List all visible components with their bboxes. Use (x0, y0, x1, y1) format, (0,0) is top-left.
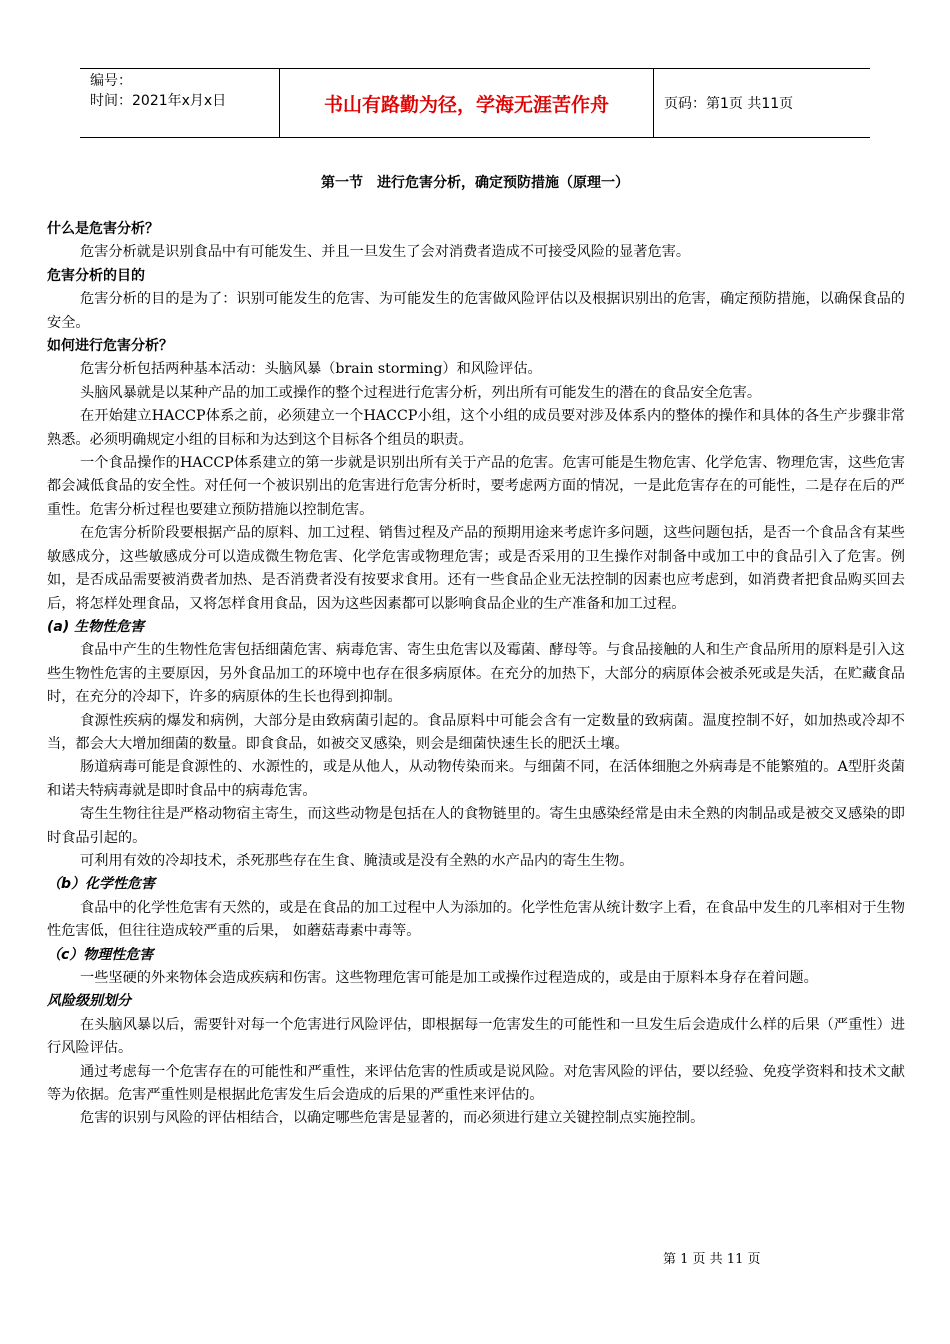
paragraph: 食源性疾病的爆发和病例，大部分是由致病菌引起的。食品原料中可能会含有一定数量的致病菌。温度控制不好，如加热或冷却不当，都会大大增加细菌的数量。即食食品，如被交叉感染，则会是细菌快速生长的肥沃土壤。 (47, 712, 905, 752)
paragraph: 头脑风暴就是以某种产品的加工或操作的整个过程进行危害分析，列出所有可能发生的潜在的食品安全危害。 (80, 384, 762, 401)
section-heading: （b）化学性危害 (47, 876, 156, 893)
section-heading: (a) 生物性危害 (47, 618, 145, 635)
paragraph: 在开始建立HACCP体系之前，必须建立一个HACCP小组，这个小组的成员要对涉及体系内的整体的操作和具体的各生产步骤非常熟悉。必须明确规定小组的目标和为达到这个目标各个组员的职责。 (47, 408, 905, 448)
paragraph: 食品中产生的生物性危害包括细菌危害、病毒危害、寄生虫危害以及霉菌、酵母等。与食品接触的人和生产食品所用的原料是引入这些生物性危害的主要原因，另外食品加工的环境中也存在很多病原体。在充分的加热下，大部分的病原体会被杀死或是失活，在贮藏食品时，在充分的冷却下，许多的病原体的生长也得到抑制。 (47, 642, 905, 706)
header-left-cell (80, 69, 280, 137)
time-label: 时间：2021年x月x日 (90, 93, 227, 109)
section-heading: 危害分析的目的 (47, 267, 145, 284)
paragraph: 危害分析就是识别食品中有可能发生、并且一旦发生了会对消费者造成不可接受风险的显著危害。 (80, 244, 691, 261)
paragraph: 食品中的化学性危害有天然的，或是在食品的加工过程中人为添加的。化学性危害从统计数字上看，在食品中发生的几率相对于生物性危害低，但往往造成较严重的后果， 如蘑菇毒素中毒等。 (47, 899, 905, 940)
section-heading: 风险级别划分 (47, 993, 131, 1010)
paragraph: 在危害分析阶段要根据产品的原料、加工过程、销售过程及产品的预期用途来考虑许多问题，这些问题包括，是否一个食品含有某些敏感成分，这些敏感成分可以造成微生物危害、化学危害或物理危害；或是否采用的卫生操作对制备中或加工中的食品引入了危害。例如，是否成品需要被消费者加热、是否消费者没有按要求食用。还有一些食品企业无法控制的因素也应考虑到，如消费者把食品购买回去后，将怎样处理食品，又将怎样食用食品，因为这些因素都可以影响食品企业的生产准备和加工过程。 (47, 525, 905, 612)
paragraph: 危害的识别与风险的评估相结合，以确定哪些危害是显著的，而必须进行建立关键控制点实施控制。 (80, 1110, 705, 1127)
page-info: 页码：第1页 共11页 (664, 96, 794, 112)
paragraph: 通过考虑每一个危害存在的可能性和严重性，来评估危害的性质或是说风险。对危害风险的评估，要以经验、免疫学资料和技术文献等为依据。危害严重性则是根据此危害发生后会造成的后果的严重性来评估的。 (47, 1063, 905, 1104)
number-label: 编号： (90, 73, 132, 89)
document-body (47, 218, 905, 1131)
header-table (80, 68, 870, 138)
paragraph: 在头脑风暴以后，需要针对每一个危害进行风险评估，即根据每一危害发生的可能性和一旦发生后会造成什么样的后果（严重性）进行风险评估。 (47, 1016, 905, 1057)
paragraph: 一个食品操作的HACCP体系建立的第一步就是识别出所有关于产品的危害。危害可能是生物危害、化学危害、物理危害，这些危害都会减低食品的安全性。对任何一个被识别出的危害进行危害分析时，要考虑两方面的情况，一是此危害存在的可能性，二是存在后的严重性。危害分析过程也要建立预防措施以控制危害。 (47, 455, 905, 518)
section-heading: 如何进行危害分析？ (47, 338, 173, 355)
paragraph: 可利用有效的冷却技术，杀死那些存在生食、腌渍或是没有全熟的水产品内的寄生生物。 (80, 852, 634, 869)
paragraph: 肠道病毒可能是食源性的、水源性的，或是从他人，从动物传染而来。与细菌不同，在活体细胞之外病毒是不能繁殖的。A型肝炎菌和诺夫特病毒就是即时食品中的病毒危害。 (47, 759, 905, 799)
section-heading: 什么是危害分析？ (47, 221, 159, 237)
paragraph: 危害分析包括两种基本活动：头脑风暴（brain storming）和风险评估。 (80, 361, 542, 378)
paragraph: 寄生生物往往是严格动物宿主寄生，而这些动物是包括在人的食物链里的。寄生虫感染经常是由未全熟的肉制品或是被交叉感染的即时食品引起的。 (47, 806, 905, 846)
page-footer: 第 1 页 共 11 页 (663, 1252, 761, 1267)
paragraph: 危害分析的目的是为了：识别可能发生的危害、为可能发生的危害做风险评估以及根据识别出的危害，确定预防措施，以确保食品的安全。 (47, 291, 905, 331)
paragraph: 一些坚硬的外来物体会造成疾病和伤害。这些物理危害可能是加工或操作过程造成的，或是由于原料本身存在着问题。 (80, 970, 818, 986)
page-title: 第一节 进行危害分析，确定预防措施（原理一） (321, 175, 629, 191)
motto: 书山有路勤为径，学海无涯苦作舟 (280, 69, 654, 137)
section-heading: （c）物理性危害 (47, 946, 154, 963)
